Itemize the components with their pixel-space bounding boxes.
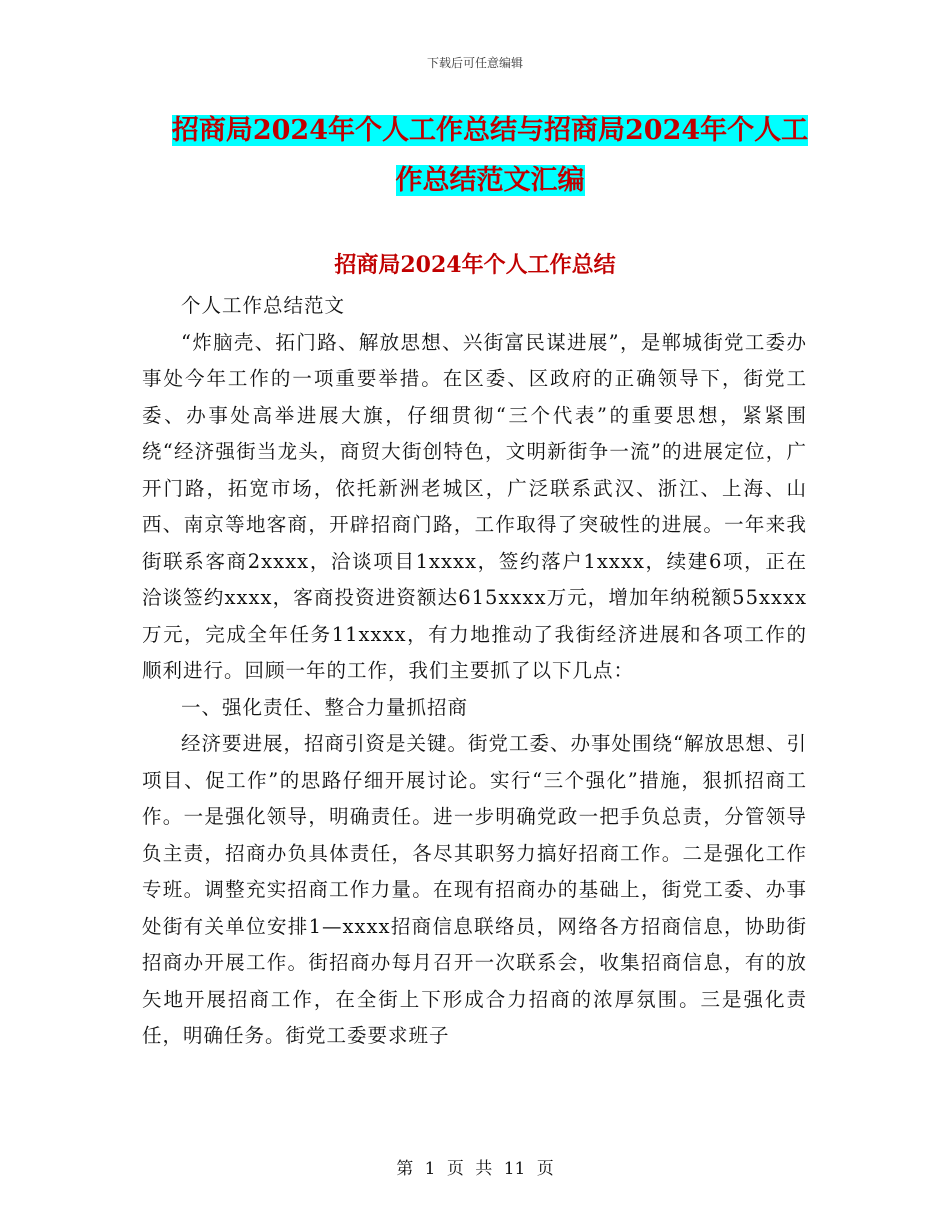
document-title-line-1: 招商局2024年个人工作总结与招商局2024年个人工: [171, 115, 809, 146]
header-note: 下载后可任意编辑: [426, 56, 523, 70]
paragraph-subtitle: 个人工作总结范文: [181, 294, 346, 317]
body-text: [142, 288, 807, 1055]
document-title-line-2: 作总结范文汇编: [395, 165, 585, 196]
paragraph-intro: “炸脑壳、拓门路、解放思想、兴街富民谋进展”，是郸城街党工委办事处今年工作的一项重要举措。在区委、区政府的正确领导下，街党工委、办事处高举进展大旗，仔细贯彻“三个代表”的重要思想，紧紧围绕“经济强街当龙头，商贸大街创特色，文明新街争一流”的进展定位，广开门路，拓宽市场，依托新洲老城区，广泛联系武汉、浙江、上海、山西、南京等地客商，开辟招商门路，工作取得了突破性的进展。一年来我街联系客商2xxxx，洽谈项目1xxxx，签约落户1xxxx，续建6项，正在洽谈签约xxxx，客商投资进资额达615xxxx万元，增加年纳税额55xxxx万元，完成全年任务11xxxx，有力地推动了我街经济进展和各项工作的顺利进行。回顾一年的工作，我们主要抓了以下几点：: [142, 330, 807, 682]
document-title: [140, 106, 840, 206]
page-footer: 第 1 页 共 11 页: [396, 1159, 554, 1179]
paragraph-section-1: 经济要进展，招商引资是关键。街党工委、办事处围绕“解放思想、引项目、促工作”的思路仔细开展讨论。实行“三个强化”措施，狠抓招商工作。一是强化领导，明确责任。进一步明确党政一把手负总责，分管领导负主责，招商办负具体责任，各尽其职努力搞好招商工作。二是强化工作专班。调整充实招商工作力量。在现有招商办的基础上，街党工委、办事处街有关单位安排1—xxxx招商信息联络员，网络各方招商信息，协助街招商办开展工作。街招商办每月召开一次联系会，收集招商信息，有的放矢地开展招商工作，在全街上下形成合力招商的浓厚氛围。三是强化责任，明确任务。街党工委要求班子: [142, 732, 807, 1047]
paragraph-heading-1: 一、强化责任、整合力量抓招商: [181, 695, 469, 719]
section-title: 招商局2024年个人工作总结: [334, 252, 616, 278]
